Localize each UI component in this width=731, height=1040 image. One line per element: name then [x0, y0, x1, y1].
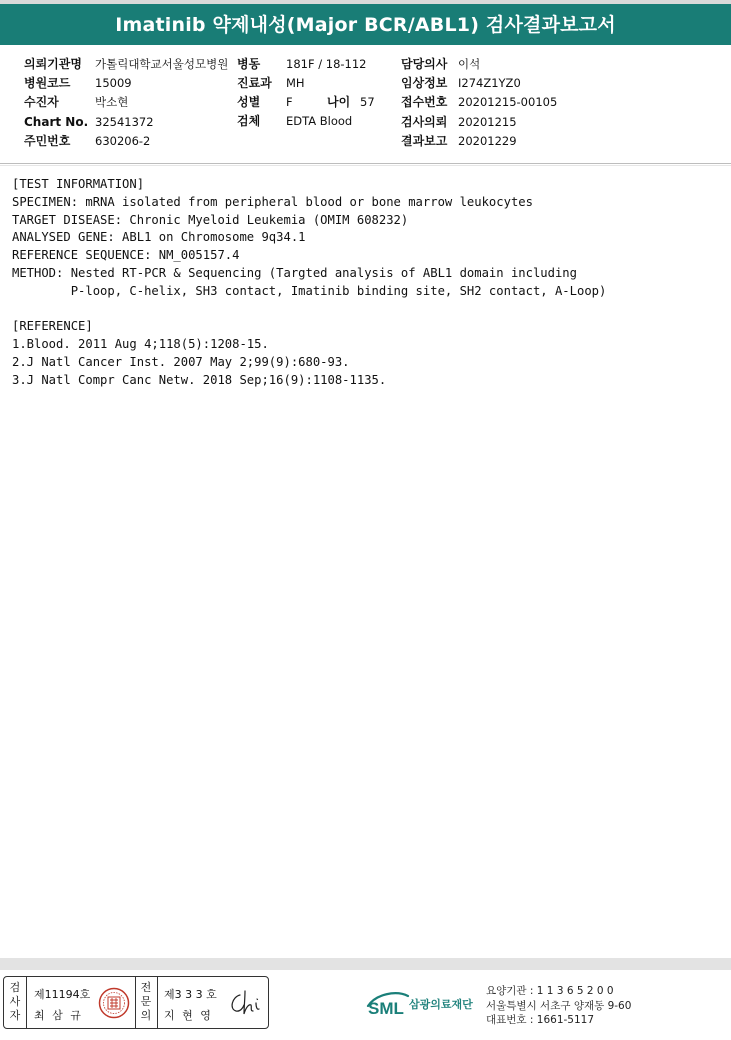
reference-item: 2.J Natl Cancer Inst. 2007 May 2;99(9):680-93.: [12, 354, 350, 369]
care-institution-number: 요양기관 : 1 1 3 6 5 2 0 0: [486, 985, 614, 997]
ward-label: 병동: [237, 57, 261, 71]
organization-address: 서울특별시 서초구 양재동 9-60: [486, 999, 632, 1012]
reference-sequence-line: REFERENCE SEQUENCE: NM_005157.4: [12, 248, 240, 263]
reference-item: 3.J Natl Compr Canc Netw. 2018 Sep;16(9):1108-1135.: [12, 372, 387, 387]
reference-heading: [REFERENCE]: [12, 319, 93, 334]
result-date-value: 20201229: [458, 134, 517, 148]
specimen-line: SPECIMEN: mRNA isolated from peripheral blood or bone marrow leukocytes: [12, 194, 533, 209]
specialist-label: 전문의: [140, 981, 152, 1022]
examiner-license-no: 제11194호: [34, 988, 91, 1001]
official-seal-icon: [98, 987, 130, 1019]
signature-box: [3, 976, 269, 1029]
examiner-label: 검사자: [9, 981, 21, 1022]
divider: [26, 977, 27, 1028]
id-number-value: 630206-2: [95, 134, 151, 148]
age-label: 나이: [327, 95, 351, 109]
ward-value: 181F / 18-112: [286, 57, 367, 71]
clinical-info-label: 임상정보: [401, 76, 448, 90]
reference-item: 1.Blood. 2011 Aug 4;118(5):1208-15.: [12, 337, 269, 352]
specimen-value: EDTA Blood: [286, 114, 353, 128]
chart-no-value: 32541372: [95, 115, 154, 129]
id-number-label: 주민번호: [24, 134, 71, 148]
test-info-heading: [TEST INFORMATION]: [12, 177, 145, 191]
patient-value: 박소현: [95, 95, 129, 109]
request-date-value: 20201215: [458, 115, 517, 129]
clinical-info-value: I274Z1YZ0: [458, 76, 521, 90]
chart-no-label: Chart No.: [24, 115, 89, 129]
header-divider-shadow: [0, 165, 731, 166]
handwritten-signature-icon: [226, 987, 266, 1019]
method-line-2: P-loop, C-helix, SH3 contact, Imatinib binding site, SH2 contact, A-Loop): [12, 283, 607, 298]
target-disease-line: TARGET DISEASE: Chronic Myeloid Leukemia (OMIM 608232): [12, 212, 409, 227]
sex-value: F: [286, 95, 293, 109]
divider: [135, 977, 136, 1028]
result-date-label: 결과보고: [401, 134, 448, 148]
department-label: 진료과: [237, 76, 272, 90]
age-value: 57: [360, 95, 375, 109]
sex-label: 성별: [237, 95, 261, 109]
department-value: MH: [286, 76, 305, 90]
doctor-label: 담당의사: [401, 57, 448, 71]
examiner-name: 최 삼 규: [34, 1009, 83, 1022]
specimen-label: 검체: [237, 114, 261, 128]
hospital-code-value: 15009: [95, 76, 132, 90]
request-date-label: 검사의뢰: [401, 115, 448, 129]
hospital-code-label: 병원코드: [24, 76, 71, 90]
specialist-license-no: 제3 3 3 호: [164, 988, 217, 1001]
organization-info: [486, 984, 631, 1028]
report-body: [12, 176, 724, 390]
receipt-label: 접수번호: [401, 95, 448, 109]
footer-band: [0, 958, 731, 970]
patient-label: 수진자: [24, 95, 59, 109]
doctor-value: 이석: [458, 57, 481, 71]
header-divider: [0, 163, 731, 164]
organization-name: 삼광의료재단: [409, 998, 473, 1011]
svg-text:SML: SML: [368, 999, 404, 1018]
method-line-1: METHOD: Nested RT-PCR & Sequencing (Targted analysis of ABL1 domain including: [12, 265, 577, 280]
report-title: Imatinib 약제내성(Major BCR/ABL1) 검사결과보고서: [0, 4, 731, 47]
divider: [157, 977, 158, 1028]
institution-value: 가톨릭대학교서울성모병원: [95, 57, 229, 71]
institution-label: 의뢰기관명: [24, 57, 82, 71]
receipt-value: 20201215-00105: [458, 95, 558, 109]
specialist-name: 지 현 영: [164, 1009, 213, 1022]
analysed-gene-line: ANALYSED GENE: ABL1 on Chromosome 9q34.1: [12, 230, 306, 245]
organization-phone: 대표번호 : 1661-5117: [486, 1014, 595, 1026]
